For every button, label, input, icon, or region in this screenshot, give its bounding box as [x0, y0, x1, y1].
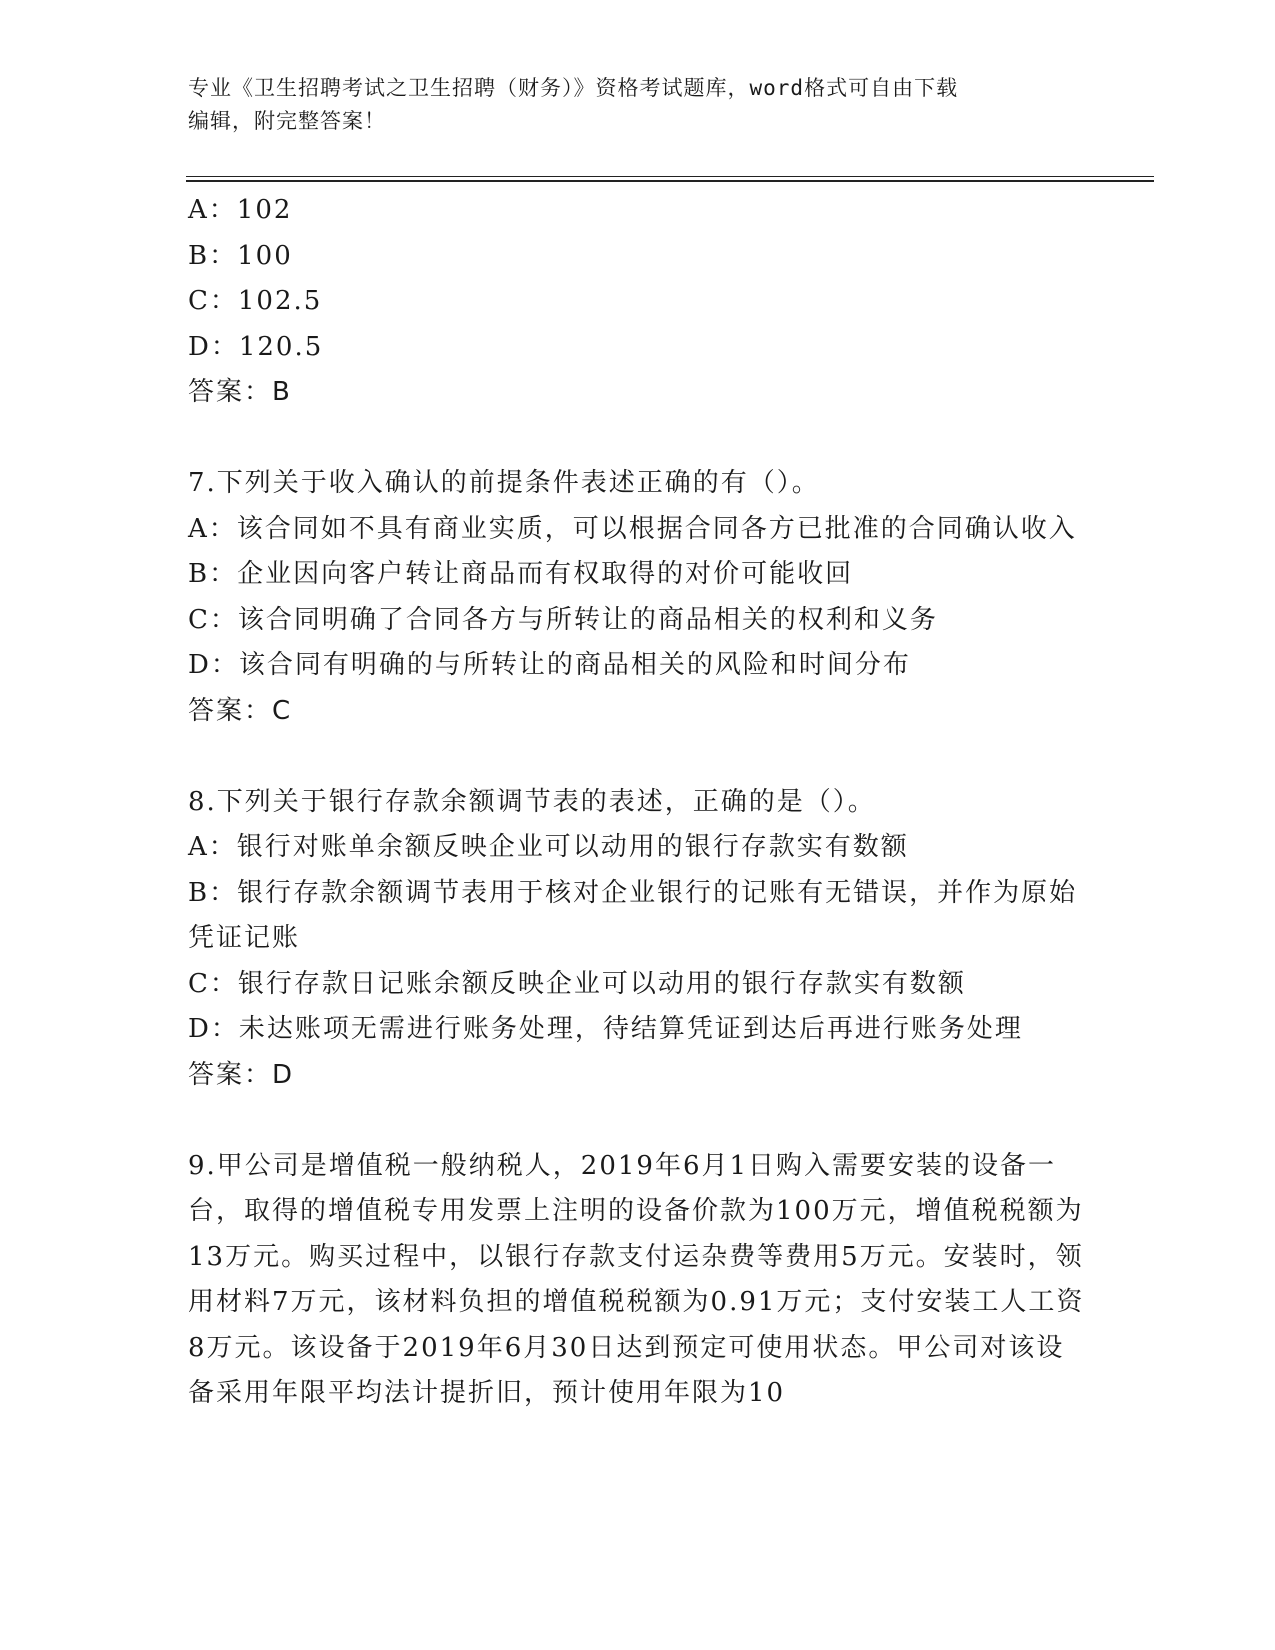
spacer	[188, 734, 1088, 780]
answer: 答案：B	[188, 377, 292, 407]
option-a: A：银行对账单余额反映企业可以动用的银行存款实有数额	[188, 832, 909, 862]
question-7	[188, 461, 1088, 734]
header-divider-thin	[186, 176, 1154, 177]
option-d: D：120.5	[188, 331, 324, 362]
question-content	[188, 188, 1088, 1417]
spacer	[188, 1098, 1088, 1144]
option-c: C：102.5	[188, 286, 323, 316]
option-a: A：102	[188, 195, 293, 225]
option-d: D：该合同有明确的与所转让的商品相关的风险和时间分布	[188, 650, 911, 680]
question-6	[188, 188, 1088, 416]
option-c: C：银行存款日记账余额反映企业可以动用的银行存款实有数额	[188, 968, 966, 999]
option-d: D：未达账项无需进行账务处理，待结算凭证到达后再进行账务处理	[188, 1014, 1023, 1044]
document-header	[188, 72, 1088, 138]
answer: 答案：D	[188, 1059, 295, 1090]
option-c: C：该合同明确了合同各方与所转让的商品相关的权利和义务	[188, 604, 938, 635]
question-stem: 7.下列关于收入确认的前提条件表述正确的有（）。	[188, 468, 820, 498]
header-divider-thick	[186, 180, 1154, 182]
option-b: B：100	[188, 240, 293, 271]
spacer	[188, 416, 1088, 462]
answer: 答案：C	[188, 695, 293, 726]
option-b: B：银行存款余额调节表用于核对企业银行的记账有无错误，并作为原始凭证记账	[188, 877, 1078, 953]
option-b: B：企业因向客户转让商品而有权取得的对价可能收回	[188, 559, 854, 589]
question-8	[188, 780, 1088, 1099]
question-stem: 9.甲公司是增值税一般纳税人，2019年6月1日购入需要安装的设备一台，取得的增值税专用发票上注明的设备价款为100万元，增值税税额为13万元。购买过程中，以银行存款支付运杂费等费用5万元。安装时，领用材料7万元，该材料负担的增值税税额为0.91万元；支付安装工人工资8万元。该设备于2019年6月30日达到预定可使用状态。甲公司对该设备采用年限平均法计提折旧，预计使用年限为10	[188, 1150, 1085, 1408]
question-stem: 8.下列关于银行存款余额调节表的表述，正确的是（）。	[188, 786, 876, 817]
option-a: A：该合同如不具有商业实质，可以根据合同各方已批准的合同确认收入	[188, 513, 1077, 544]
header-title-line-2: 编辑，附完整答案！	[188, 109, 386, 133]
header-title-line-1: 专业《卫生招聘考试之卫生招聘（财务）》资格考试题库，word格式可自由下载	[188, 76, 959, 100]
question-9	[188, 1144, 1088, 1417]
